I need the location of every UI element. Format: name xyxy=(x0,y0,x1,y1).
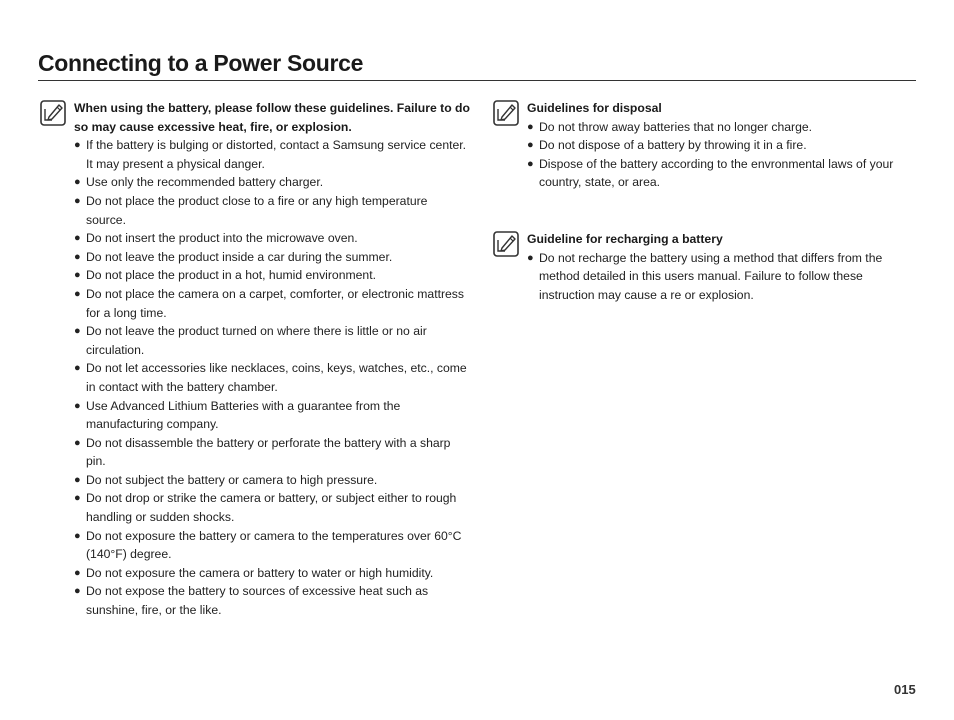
recharging-guidelines-list xyxy=(527,249,911,305)
bullet-icon: ● xyxy=(74,566,81,579)
bullet-icon: ● xyxy=(74,139,81,152)
note-pencil-icon xyxy=(40,100,66,126)
list-item-text: Do not drop or strike the camera or battery, or subject either to rough handling or sudden shocks. xyxy=(86,491,457,525)
list-item-text: Use only the recommended battery charger. xyxy=(86,175,324,190)
disposal-guidelines-body xyxy=(527,99,911,192)
list-item xyxy=(74,489,470,526)
bullet-icon: ● xyxy=(74,362,81,375)
disposal-guidelines-heading: Guidelines for disposal xyxy=(527,101,662,115)
title-divider xyxy=(38,80,916,81)
bullet-icon: ● xyxy=(74,232,81,245)
battery-guidelines-heading: When using the battery, please follow these guidelines. Failure to do so may cause excessive heat, fire, or explosion. xyxy=(74,101,470,134)
list-item-text: Do not place the camera on a carpet, comforter, or electronic mattress for a long time. xyxy=(86,286,464,320)
bullet-icon: ● xyxy=(74,436,81,449)
bullet-icon: ● xyxy=(74,585,81,598)
list-item-text: Do not expose the battery to sources of excessive heat such as sunshine, fire, or the like. xyxy=(86,584,429,618)
recharging-guidelines-body xyxy=(527,230,911,304)
recharging-guidelines-heading: Guideline for recharging a battery xyxy=(527,232,723,246)
list-item-text: Use Advanced Lithium Batteries with a guarantee from the manufacturing company. xyxy=(86,398,401,432)
list-item-text: Do not insert the product into the microwave oven. xyxy=(86,231,358,246)
list-item xyxy=(527,136,911,155)
list-item-text: Do not exposure the camera or battery to water or high humidity. xyxy=(86,565,434,580)
bullet-icon: ● xyxy=(527,139,534,152)
bullet-icon: ● xyxy=(74,287,81,300)
note-pencil-icon xyxy=(493,231,519,257)
list-item xyxy=(527,118,911,137)
list-item xyxy=(74,173,470,192)
list-item xyxy=(74,136,470,173)
bullet-icon: ● xyxy=(74,529,81,542)
list-item xyxy=(74,229,470,248)
list-item xyxy=(74,434,470,471)
bullet-icon: ● xyxy=(74,176,81,189)
list-item-text: Do not leave the product turned on where there is little or no air circulation. xyxy=(86,324,427,357)
list-item-text: Do not let accessories like necklaces, coins, keys, watches, etc., come in contact with the battery chamber. xyxy=(86,361,467,394)
list-item-text: Do not leave the product inside a car during the summer. xyxy=(86,249,393,264)
bullet-icon: ● xyxy=(74,399,81,412)
list-item xyxy=(74,285,470,322)
bullet-icon: ● xyxy=(74,473,81,486)
list-item xyxy=(527,249,911,305)
list-item-text: Do not dispose of a battery by throwing it in a fire. xyxy=(539,138,807,153)
list-item xyxy=(74,266,470,285)
list-item-text: Do not place the product close to a fire or any high temperature source. xyxy=(86,193,428,227)
list-item xyxy=(74,527,470,564)
list-item xyxy=(74,248,470,267)
note-pencil-icon xyxy=(493,100,519,126)
list-item-text: Do not exposure the battery or camera to the temperatures over 60°C (140°F) degree. xyxy=(86,528,462,562)
list-item xyxy=(74,564,470,583)
battery-guidelines-body xyxy=(74,99,470,620)
bullet-icon: ● xyxy=(74,492,81,505)
list-item-text: Do not place the product in a hot, humid environment. xyxy=(86,268,376,283)
bullet-icon: ● xyxy=(74,250,81,263)
list-item xyxy=(74,192,470,229)
page-number: 015 xyxy=(894,682,916,697)
list-item-text: Do not recharge the battery using a method that differs from the method detailed in this users manual. Failure to follow these instruction may cause a re or explosion. xyxy=(539,250,883,302)
list-item-text: Dispose of the battery according to the envronmental laws of your country, state, or area. xyxy=(539,156,894,190)
list-item xyxy=(74,397,470,434)
bullet-icon: ● xyxy=(527,157,534,170)
list-item xyxy=(74,471,470,490)
list-item xyxy=(74,582,470,619)
bullet-icon: ● xyxy=(74,269,81,282)
list-item-text: Do not disassemble the battery or perforate the battery with a sharp pin. xyxy=(86,435,451,469)
page-title: Connecting to a Power Source xyxy=(38,50,364,76)
list-item xyxy=(74,322,470,359)
battery-guidelines-list xyxy=(74,136,470,619)
bullet-icon: ● xyxy=(74,194,81,207)
list-item-text: Do not subject the battery or camera to high pressure. xyxy=(86,472,378,487)
bullet-icon: ● xyxy=(527,120,534,133)
list-item-text: Do not throw away batteries that no longer charge. xyxy=(539,119,813,134)
list-item xyxy=(527,155,911,192)
disposal-guidelines-list xyxy=(527,118,911,192)
bullet-icon: ● xyxy=(527,251,534,264)
list-item-text: If the battery is bulging or distorted, contact a Samsung service center. It may present a physical danger. xyxy=(86,138,467,171)
bullet-icon: ● xyxy=(74,325,81,338)
list-item xyxy=(74,359,470,396)
